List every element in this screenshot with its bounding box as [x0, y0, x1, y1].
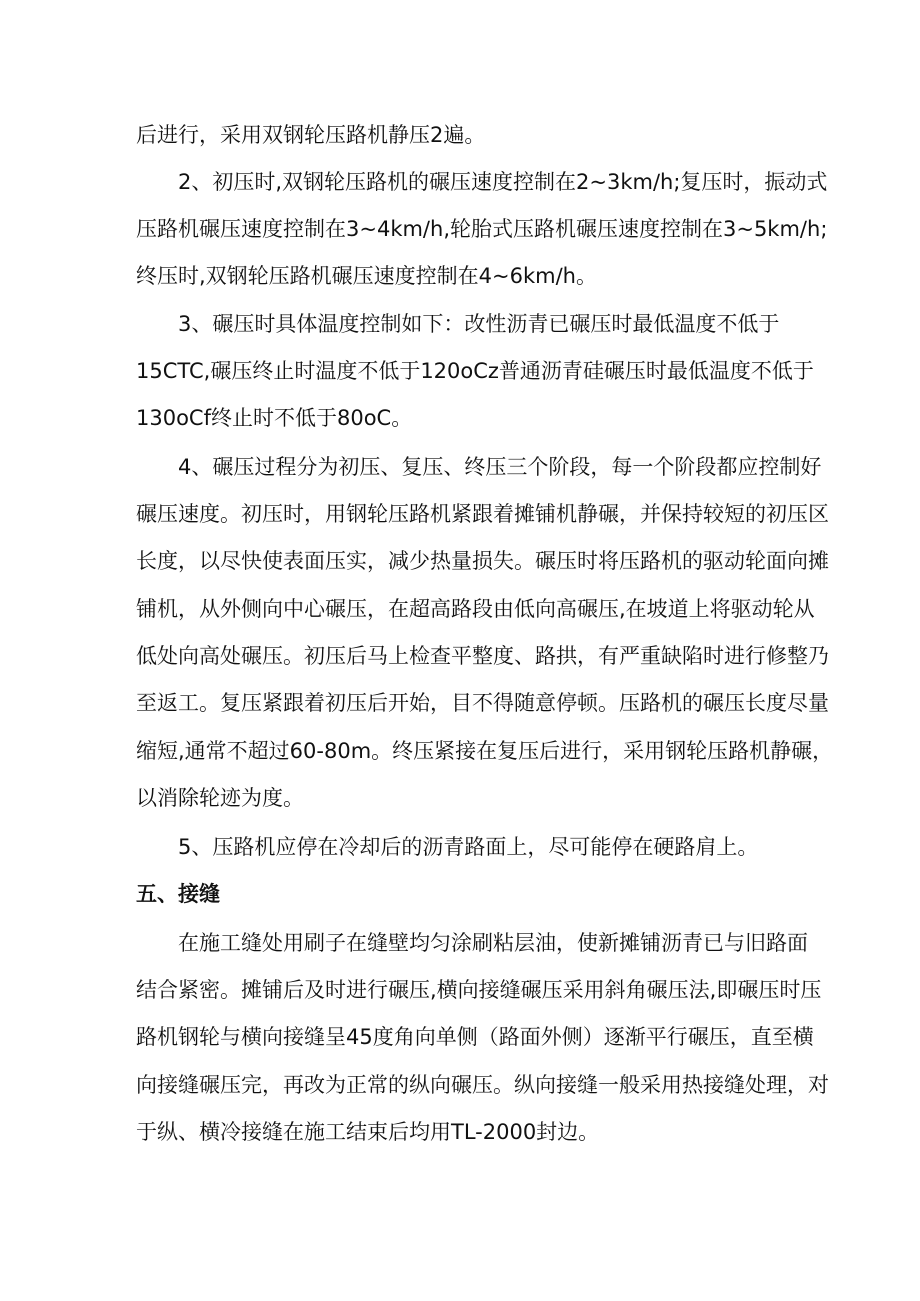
text-line: 至返工。复压紧跟着初压后开始，目不得随意停顿。压路机的碾压长度尽量 — [136, 691, 829, 715]
text-line: 缩短,通常不超过60-80m。终压紧接在复压后进行，采用钢轮压路机静碾， — [136, 739, 834, 763]
text-line: 压路机碾压速度控制在3~4km∕h,轮胎式压路机碾压速度控制在3~5km∕h; — [136, 217, 828, 241]
paragraph-4-line-1: 4、碾压过程分为初压、复压、终压三个阶段，每一个阶段都应控制好 — [178, 455, 822, 479]
text-line: 向接缝碾压完，再改为正常的纵向碾压。纵向接缝一般采用热接缝处理，对 — [136, 1073, 829, 1097]
text-line: 长度，以尽快使表面压实，减少热量损失。碾压时将压路机的驱动轮面向摊 — [136, 549, 829, 573]
text-line: 路机钢轮与横向接缝呈45度角向单侧（路面外侧）逐渐平行碾压，直至横 — [136, 1025, 814, 1049]
paragraph-3-line-1: 3、碾压时具体温度控制如下：改性沥青已碾压时最低温度不低于 — [178, 312, 780, 336]
text-line: 以消除轮迹为度。 — [136, 786, 304, 810]
text-line: 碾压速度。初压时，用钢轮压路机紧跟着摊铺机静碾，并保持较短的初压区 — [136, 502, 829, 526]
text-line: 铺机，从外侧向中心碾压，在超高路段由低向高碾压,在坡道上将驱动轮从 — [136, 597, 815, 621]
text-line: 130oCf终止时不低于80oC。 — [136, 406, 413, 430]
text-line: 后进行，采用双钢轮压路机静压2遍。 — [136, 123, 486, 147]
text-line: 结合紧密。摊铺后及时进行碾压,横向接缝碾压采用斜角碾压法,即碾压时压 — [136, 978, 822, 1002]
paragraph-2-line-1: 2、初压时,双钢轮压路机的碾压速度控制在2~3km∕h;复压时，振动式 — [178, 170, 828, 194]
text-line: 15CTC,碾压终止时温度不低于120oCz普通沥青硅碾压时最低温度不低于 — [136, 359, 814, 383]
paragraph-6-line-1: 在施工缝处用刷子在缝壁均匀涂刷粘层油，使新摊铺沥青已与旧路面 — [178, 931, 808, 955]
text-line: 终压时,双钢轮压路机碾压速度控制在4~6km∕h。 — [136, 264, 597, 288]
section-heading: 五、接缝 — [136, 882, 220, 906]
text-line: 低处向高处碾压。初压后马上检查平整度、路拱，有严重缺陷时进行修整乃 — [136, 644, 829, 668]
paragraph-5-line-1: 5、压路机应停在冷却后的沥青路面上，尽可能停在硬路肩上。 — [178, 835, 759, 859]
text-line: 于纵、横冷接缝在施工结束后均用TL-2000封边。 — [136, 1120, 600, 1144]
